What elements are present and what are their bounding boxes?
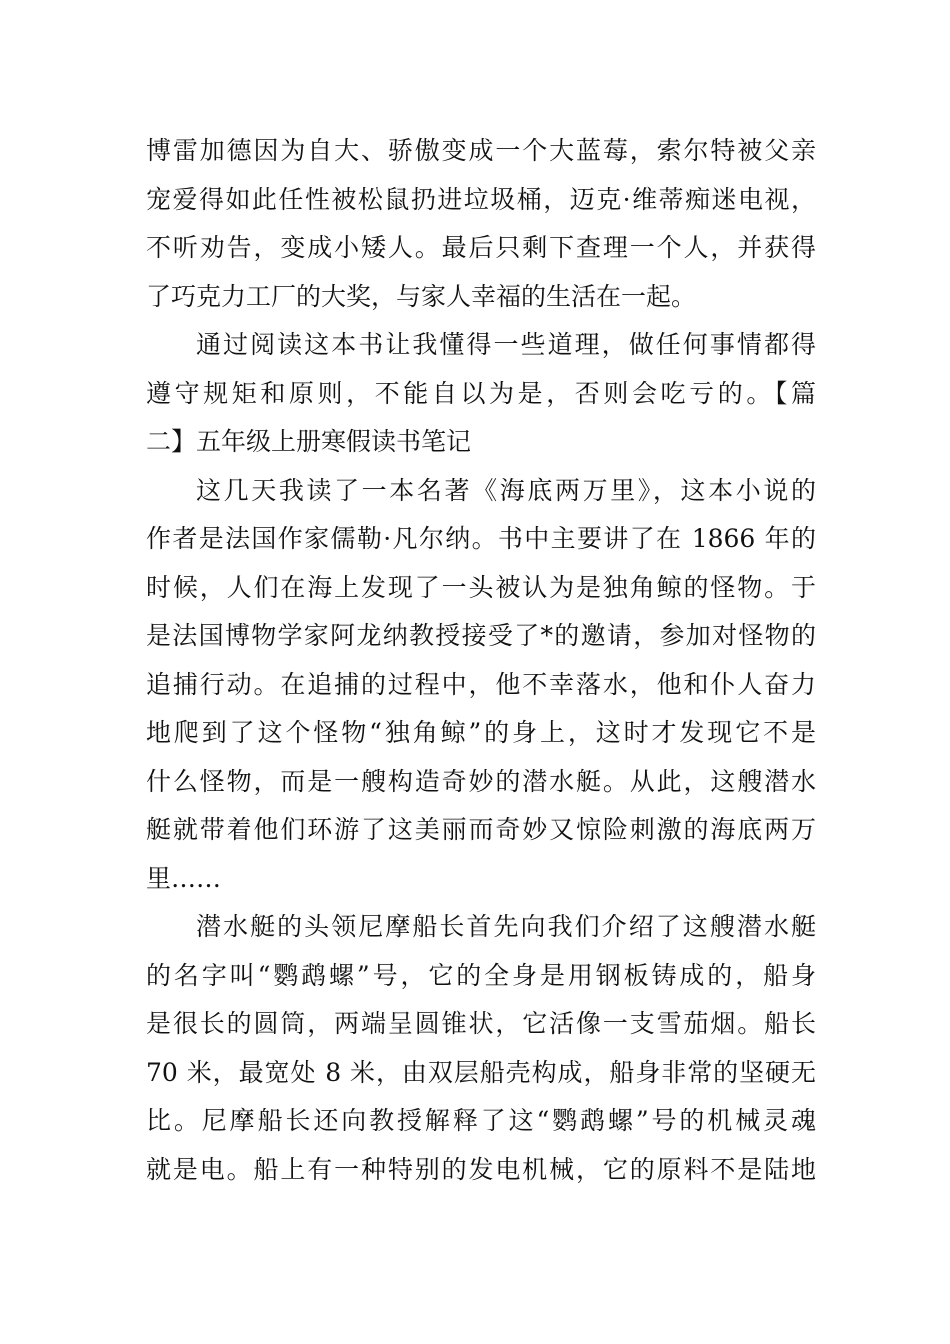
text-line: 了巧克力工厂的大奖，与家人幸福的生活在一起。 <box>146 281 697 311</box>
text-line: 就是电。船上有一种特别的发电机械，它的原料不是陆地 <box>146 1154 816 1184</box>
text-line: 不听劝告，变成小矮人。最后只剩下查理一个人，并获得 <box>146 233 816 262</box>
text-line: 里…… <box>146 863 222 893</box>
text-line: 时候，人们在海上发现了一头被认为是独角鲸的怪物。于 <box>146 572 816 602</box>
text-line: 是很长的圆筒，两端呈圆锥状，它活像一支雪茄烟。船长 <box>146 1009 816 1038</box>
body-text <box>146 127 816 1194</box>
text-line: 潜水艇的头领尼摩船长首先向我们介绍了这艘潜水艇 <box>196 912 816 941</box>
text-line: 博雷加德因为自大、骄傲变成一个大蓝莓，索尔特被父亲 <box>146 136 816 165</box>
text-line: 70 米，最宽处 8 米，由双层船壳构成，船身非常的坚硬无 <box>146 1057 816 1087</box>
text-line: 艇就带着他们环游了这美丽而奇妙又惊险刺激的海底两万 <box>146 815 816 844</box>
text-line: 比。尼摩船长还向教授解释了这“鹦鹉螺”号的机械灵魂 <box>146 1106 816 1135</box>
text-line: 遵守规矩和原则，不能自以为是，否则会吃亏的。【篇 <box>146 378 816 408</box>
text-line: 宠爱得如此任性被松鼠扔进垃圾桶，迈克·维蒂痴迷电视， <box>146 184 816 214</box>
text-line: 通过阅读这本书让我懂得一些道理，做任何事情都得 <box>196 330 816 359</box>
text-line: 作者是法国作家儒勒·凡尔纳。书中主要讲了在 1866 年的 <box>146 524 816 553</box>
text-line: 是法国博物学家阿龙纳教授接受了*的邀请，参加对怪物的 <box>146 621 816 650</box>
text-line: 的名字叫“鹦鹉螺”号，它的全身是用钢板铸成的，船身 <box>146 960 816 990</box>
text-line: 什么怪物，而是一艘构造奇妙的潜水艇。从此，这艘潜水 <box>146 766 816 796</box>
text-line: 二】五年级上册寒假读书笔记 <box>146 427 472 456</box>
text-line: 追捕行动。在追捕的过程中，他不幸落水，他和仆人奋力 <box>146 669 816 699</box>
text-line: 这几天我读了一本名著《海底两万里》，这本小说的 <box>196 475 816 505</box>
text-line: 地爬到了这个怪物“独角鲸”的身上，这时才发现它不是 <box>146 718 816 747</box>
